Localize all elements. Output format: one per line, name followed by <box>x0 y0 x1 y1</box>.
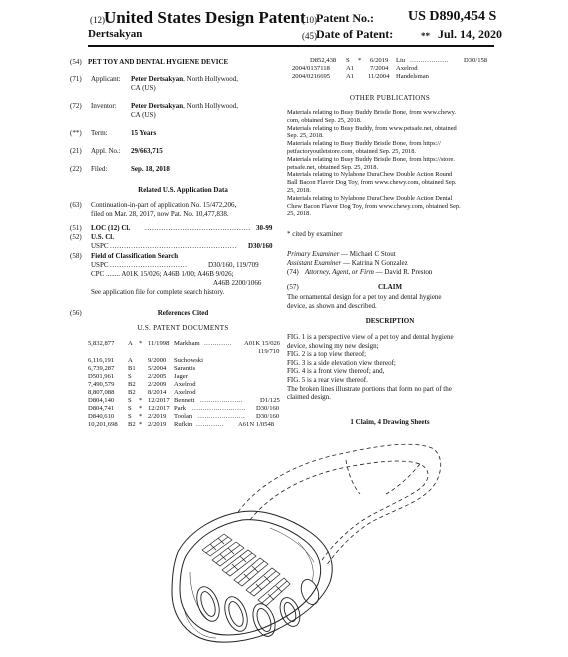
field-code: (56) <box>70 309 82 317</box>
citation-number: D501,961 <box>88 373 115 380</box>
citation-number: 6,739,287 <box>88 365 115 372</box>
citation-class-2: 119/710 <box>258 348 280 355</box>
leader-dots: ............................................. <box>145 224 251 232</box>
citation-number: 2004/0137118 <box>292 65 330 72</box>
citation-date: 6/2019 <box>370 57 389 64</box>
applicant-name: Peter Dertsakyan <box>131 75 184 83</box>
description-line: FIG. 2 is a top view thereof; <box>287 350 367 359</box>
leader-dots: ................................. <box>110 261 188 269</box>
citation-kind: A <box>128 357 133 364</box>
citation-name: Sarantis <box>174 365 196 372</box>
leader-dots: ...................... <box>198 413 246 420</box>
citation-kind: S <box>128 373 132 380</box>
citation-name: Axelrod <box>174 381 196 388</box>
description-line: FIG. 3 is a side elevation view thereof; <box>287 358 396 367</box>
field-code: (54) <box>70 58 82 66</box>
citation-date: 2/2019 <box>148 413 167 420</box>
pub-line: petsafe.net, obtained Sep. 25, 2018. <box>287 163 379 171</box>
citation-class: D30/160 <box>256 413 280 420</box>
search-uspc-value: D30/160, 119/709 <box>208 261 259 269</box>
pub-line: com, obtained Sep. 25, 2018. <box>287 116 362 124</box>
citation-name: Rufkin <box>174 421 193 428</box>
assistant-examiner-name: — Katrina N Gonzalez <box>341 259 408 267</box>
citation-star: * <box>139 413 143 420</box>
brush-head <box>172 511 332 642</box>
leader-dots: .................... <box>200 397 243 404</box>
field-code: (**) <box>70 129 82 137</box>
applicant-city: , North Hollywood, <box>183 75 239 83</box>
pub-line: Materials relating to Nylabone DuraChew Double Action Round <box>287 171 453 179</box>
citation-number: 7,490,579 <box>88 381 115 388</box>
claim-heading: CLAIM <box>377 283 403 291</box>
date-label: Date of Patent: <box>316 27 394 41</box>
citation-date: 11/2004 <box>368 73 390 80</box>
description-line: The broken lines illustrate portions that form no part of the <box>287 384 452 393</box>
citation-name: Toolan <box>174 413 193 420</box>
citation-number: D804,741 <box>88 405 115 412</box>
field-code: (12) <box>90 15 105 25</box>
document-title: United States Design Patent <box>104 8 306 27</box>
handle-broken-lines <box>238 444 441 566</box>
appl-no-label: Appl. No.: <box>91 147 121 155</box>
description-body <box>287 333 493 402</box>
pub-line: Materials relating to Busy Buddy, from www.petsafe.net, obtained <box>287 124 457 132</box>
citation-number: 6,116,191 <box>88 357 115 364</box>
pub-line: Ball Bacon Flavor Dog Toy, from www.chewy.com, obtained Sep. <box>287 179 457 187</box>
citation-kind: A1 <box>346 65 355 72</box>
citation-name: Suchowski <box>174 357 203 364</box>
patent-number-label: Patent No.: <box>316 11 374 25</box>
leader-dots: ............. <box>196 421 224 428</box>
pub-line: Materials relating to Busy Buddy Bristle Bone, from https://store. <box>287 155 455 163</box>
citation-name: Bennett <box>174 397 195 404</box>
loc-class-value: 30-99 <box>256 224 273 232</box>
field-code: (72) <box>70 102 82 110</box>
pub-line: petfactoryoutletstore.com, obtained Sep. 25, 2018. <box>287 147 417 155</box>
uspc-value: D30/160 <box>248 242 273 250</box>
appl-no-value: 29/663,715 <box>131 147 163 155</box>
citation-class: A61N 1/0548 <box>238 421 275 428</box>
field-code: (51) <box>70 224 82 232</box>
rib-lines <box>184 528 314 638</box>
related-data-heading: Related U.S. Application Data <box>138 186 228 194</box>
citation-row <box>292 73 492 82</box>
citation-number: D804,140 <box>88 397 115 404</box>
citation-name: Jager <box>174 373 188 380</box>
citation-date: 5/2004 <box>148 365 167 372</box>
citation-date: 2/2005 <box>148 373 167 380</box>
term-label: Term: <box>91 129 108 137</box>
citation-class: D30/160 <box>256 405 280 412</box>
pub-line: Sep. 25, 2018. <box>287 132 324 140</box>
design-title: PET TOY AND DENTAL HYGIENE DEVICE <box>88 58 229 66</box>
field-code: (22) <box>70 165 82 173</box>
inventor-name: Peter Dertsakyan <box>131 102 184 110</box>
filed-value: Sep. 18, 2018 <box>131 165 170 173</box>
description-line: FIG. 4 is a front view thereof; and, <box>287 367 385 376</box>
other-publications-heading: OTHER PUBLICATIONS <box>349 94 431 102</box>
applicant-country: CA (US) <box>131 84 156 92</box>
attorney-name: — David R. Preston <box>373 268 433 276</box>
citation-number: 2004/0216695 <box>292 73 331 80</box>
us-class-label: U.S. Cl. <box>91 233 114 241</box>
citation-kind: B2 <box>128 421 136 428</box>
citation-date: 7/2004 <box>370 65 389 72</box>
assistant-examiner-label: Assistant Examiner <box>287 259 342 267</box>
claim-text-line-2: device, as shown and described. <box>287 302 377 310</box>
field-code: (45) <box>302 31 317 41</box>
citation-star: * <box>139 397 143 404</box>
citation-kind: S <box>128 413 132 420</box>
field-code: (71) <box>70 75 82 83</box>
citation-star: * <box>139 421 143 428</box>
cited-by-examiner-note: * cited by examiner <box>287 230 343 238</box>
citation-number: D852,438 <box>310 57 337 64</box>
citation-kind: B1 <box>128 365 136 372</box>
description-line: device, showing my new design; <box>287 341 379 350</box>
field-code: (58) <box>70 252 82 260</box>
citation-date: 2/2009 <box>148 381 167 388</box>
design-drawing <box>150 432 450 654</box>
leader-dots: ......................... <box>192 405 246 412</box>
description-heading: DESCRIPTION <box>365 317 415 325</box>
field-code: (10) <box>302 15 317 25</box>
loc-class-label: LOC (12) Cl. <box>91 224 131 232</box>
citation-kind: S <box>346 57 350 64</box>
citation-number: 5,832,877 <box>88 340 115 347</box>
patent-number: US D890,454 S <box>408 9 497 24</box>
citation-kind: B2 <box>128 381 136 388</box>
references-heading: References Cited <box>157 309 209 317</box>
date-marker: ** <box>421 31 430 41</box>
cpc-line-1: CPC ........ A01K 15/026; A46B 1/00; A46B 9/026; <box>91 270 234 278</box>
leader-dots: ............. <box>204 340 232 347</box>
filed-label: Filed: <box>91 165 108 173</box>
continuation-line-1: Continuation-in-part of application No. 15/472,206, <box>91 201 237 209</box>
pub-line: 25, 2018. <box>287 210 311 218</box>
pub-line: Chew Bacon Flavor Dog Toy, from www.chewy.com, obtained Sep. <box>287 202 461 210</box>
citation-star: * <box>139 405 143 412</box>
citation-name: Axelrod <box>396 65 418 72</box>
citation-date: 9/2000 <box>148 357 167 364</box>
citation-name: Markham <box>174 340 200 347</box>
field-code: (63) <box>70 201 82 209</box>
citation-star: * <box>358 57 362 64</box>
citation-number: D840,610 <box>88 413 115 420</box>
applicant-label: Applicant: <box>91 75 121 83</box>
description-line: FIG. 5 is a rear view thereof. <box>287 375 368 384</box>
continuation-line-2: filed on Mar. 28, 2017, now Pat. No. 10,477,838. <box>91 210 229 218</box>
search-history-note: See application file for complete search history. <box>91 288 225 296</box>
citation-kind: S <box>128 397 132 404</box>
pub-line: 25, 2018. <box>287 186 311 194</box>
description-line: claimed design. <box>287 393 331 402</box>
primary-examiner-label: Primary Examiner <box>287 250 340 258</box>
field-code: (74) <box>287 268 299 276</box>
citation-name: Liu <box>396 57 406 64</box>
uspc-label: USPC <box>91 242 109 250</box>
citation-class: D1/125 <box>260 397 280 404</box>
inventor-label: Inventor: <box>91 102 117 110</box>
pub-line: Materials relating to Busy Buddy Bristle Bone, from https:// <box>287 140 441 148</box>
citation-kind: B2 <box>128 389 136 396</box>
field-code: (52) <box>70 233 82 241</box>
citation-kind: A1 <box>346 73 355 80</box>
citation-name: Axelrod <box>174 389 196 396</box>
field-of-search-label: Field of Classification Search <box>91 252 179 260</box>
inventor-city: , North Hollywood, <box>183 102 239 110</box>
attorney-label: Attorney, Agent, or Firm <box>305 268 374 276</box>
citation-name: Park <box>174 405 187 412</box>
citation-date: 12/2017 <box>148 405 170 412</box>
citation-class: A01K 15/026 <box>244 340 281 347</box>
citation-date: 12/2017 <box>148 397 170 404</box>
other-publications-list <box>287 109 493 218</box>
patent-date: Jul. 14, 2020 <box>438 27 503 41</box>
citation-date: 2/2019 <box>148 421 167 428</box>
citation-class: D30/158 <box>464 57 488 64</box>
description-line: FIG. 1 is a perspective view of a pet toy and dental hygiene <box>287 333 454 341</box>
claims-summary: 1 Claim, 4 Drawing Sheets <box>350 418 430 426</box>
citation-kind: A <box>128 340 133 347</box>
term-value: 15 Years <box>131 129 157 137</box>
primary-examiner-name: — Michael C Stout <box>339 250 396 258</box>
citation-kind: S <box>128 405 132 412</box>
inventor-surname: Dertsakyan <box>88 28 143 40</box>
field-code: (21) <box>70 147 82 155</box>
leader-dots: .................. <box>410 57 449 64</box>
citation-number: 10,201,698 <box>88 421 118 428</box>
citation-date: 11/1998 <box>148 340 170 347</box>
claim-text-line-1: The ornamental design for a pet toy and dental hygiene <box>287 293 442 301</box>
inventor-country: CA (US) <box>131 111 156 119</box>
citation-name: Handelsman <box>396 73 429 80</box>
field-code: (57) <box>287 283 299 291</box>
us-documents-heading: U.S. PATENT DOCUMENTS <box>137 324 229 332</box>
cpc-line-2: A46B 2200/1066 <box>213 279 262 287</box>
search-uspc-label: USPC <box>91 261 109 269</box>
pub-line: Materials relating to Nylabone DuraChew Double Action Dental <box>287 194 453 202</box>
citation-star: * <box>139 340 143 347</box>
pub-line: Materials relating to Busy Buddy Bristle Bone, from www.chewy. <box>287 109 457 116</box>
citation-number: 8,807,088 <box>88 389 115 396</box>
citation-date: 8/2014 <box>148 389 167 396</box>
leader-dots: ...................................................... <box>110 242 237 250</box>
